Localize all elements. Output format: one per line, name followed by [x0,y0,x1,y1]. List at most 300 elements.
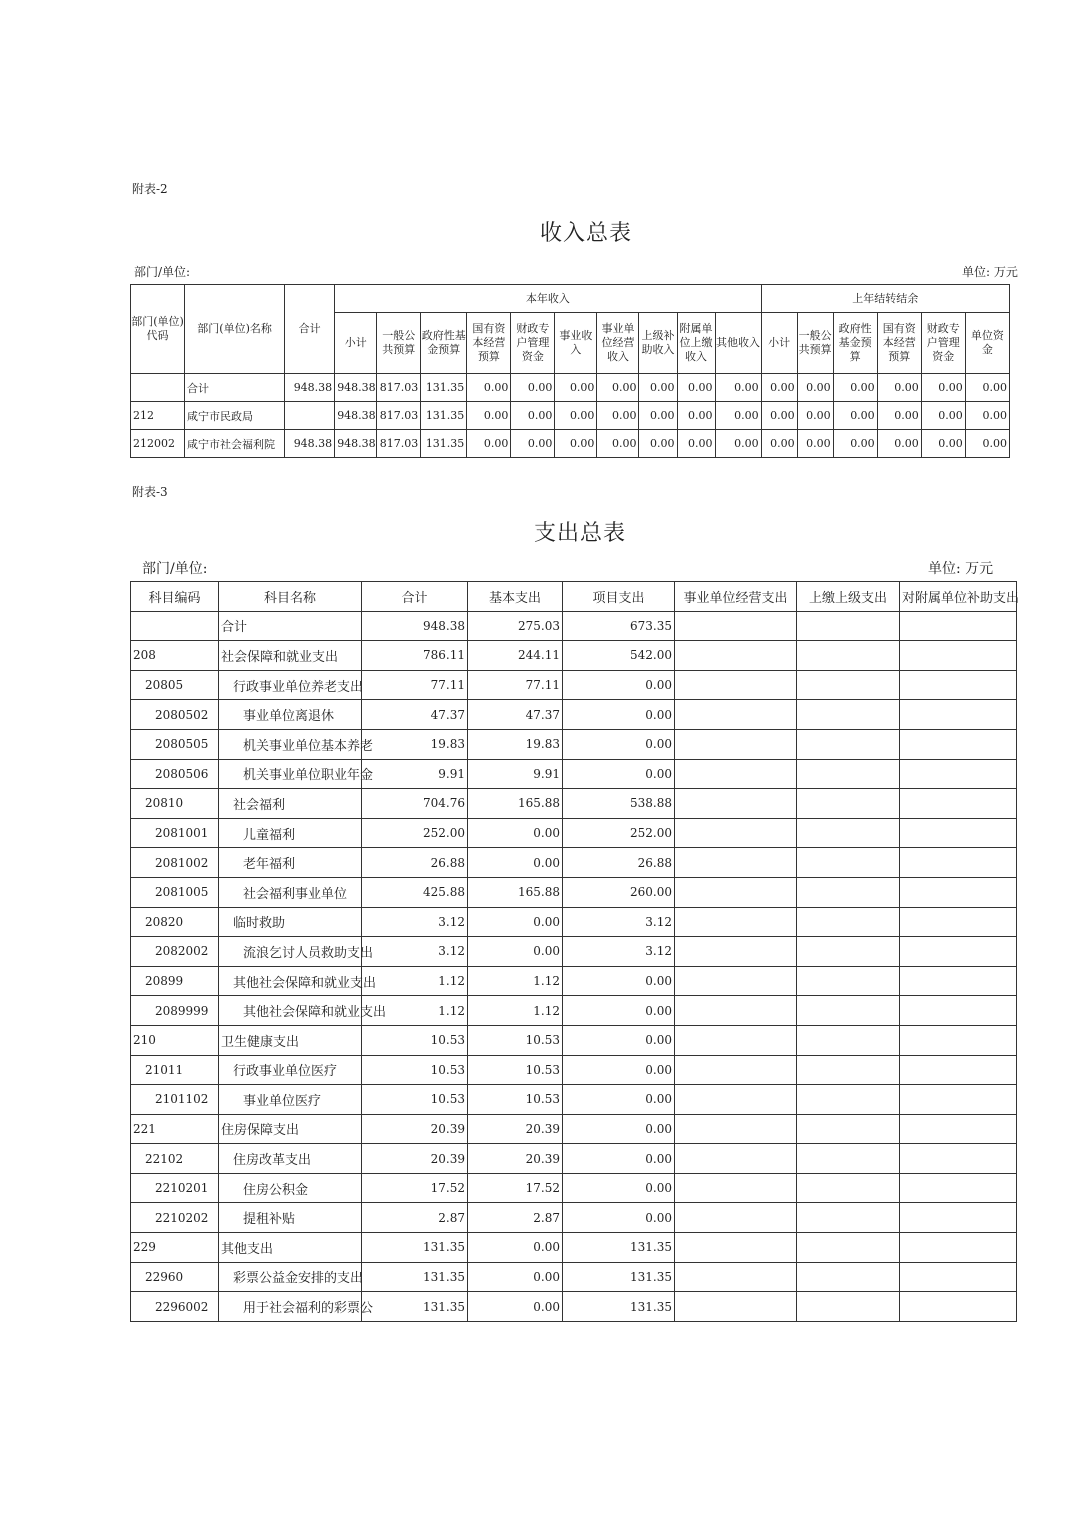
expense-row-total: 3.12 [362,907,468,937]
expense-row-name: 卫生健康支出 [219,1025,362,1055]
expense-row-subsidy [900,759,1017,789]
expense-row-name: 彩票公益金安排的支出 [219,1262,362,1292]
income-subheader: 单位资金 [965,313,1009,374]
expense-row-total: 10.53 [362,1055,468,1085]
income-table [130,284,1010,458]
income-row-value: 0.00 [511,402,555,430]
income-row-value: 0.00 [555,430,597,458]
expense-row-basic: 0.00 [468,1262,563,1292]
income-header-total: 合计 [285,285,335,374]
expense-header-cell: 科目名称 [219,582,362,612]
expense-row-business [675,1025,797,1055]
expense-row-business [675,1233,797,1263]
income-row-name: 咸宁市民政局 [185,402,285,430]
expense-row-subsidy [900,700,1017,730]
expense-row-total: 131.35 [362,1292,468,1322]
income-header-carryover: 上年结转结余 [761,285,1009,313]
income-row-value: 0.00 [715,374,761,402]
expense-row-subsidy [900,670,1017,700]
expense-header-cell: 上缴上级支出 [797,582,900,612]
expense-row-subsidy [900,641,1017,671]
income-subheader: 上级补助收入 [639,313,677,374]
expense-row-project: 0.00 [563,1055,675,1085]
expense-row-name: 其他社会保障和就业支出 [219,996,362,1026]
expense-row-project: 0.00 [563,759,675,789]
expense-row-subsidy [900,1085,1017,1115]
expense-row-project: 0.00 [563,966,675,996]
expense-row-business [675,937,797,967]
expense-row-business [675,1055,797,1085]
expense-row-business [675,729,797,759]
income-row-value: 131.35 [421,430,467,458]
income-row-name: 合计 [185,374,285,402]
income-row-value: 0.00 [677,374,715,402]
expense-row-remit [797,818,900,848]
expense-table-row [131,759,1017,789]
expense-row-remit [797,1262,900,1292]
expense-table-row [131,611,1017,641]
expense-row-subsidy [900,1144,1017,1174]
income-header-row-1 [131,285,1010,313]
expense-row-business [675,1173,797,1203]
income-table-row [131,430,1010,458]
expense-row-basic: 0.00 [468,937,563,967]
expense-header-cell: 事业单位经营支出 [675,582,797,612]
expense-row-name: 事业单位医疗 [219,1085,362,1115]
expense-table-row [131,1055,1017,1085]
expense-table-row [131,1173,1017,1203]
expense-table-row [131,818,1017,848]
expense-row-remit [797,700,900,730]
income-row-total: 948.38 [285,430,335,458]
expense-row-business [675,966,797,996]
expense-row-project: 131.35 [563,1233,675,1263]
expense-row-subsidy [900,1055,1017,1085]
expense-row-project: 0.00 [563,670,675,700]
expense-row-total: 10.53 [362,1025,468,1055]
income-subheader: 其他收入 [715,313,761,374]
income-header-current-year: 本年收入 [335,285,761,313]
expense-row-name: 事业单位离退休 [219,700,362,730]
expense-row-total: 10.53 [362,1085,468,1115]
expense-row-remit [797,1144,900,1174]
income-subheader: 一般公共预算 [797,313,833,374]
income-header-code: 部门(单位)代码 [131,285,185,374]
income-row-value: 0.00 [555,402,597,430]
expense-row-project: 0.00 [563,729,675,759]
expense-row-code: 2082002 [131,937,219,967]
income-unit-label: 单位: 万元 [962,265,1018,279]
expense-row-code: 22960 [131,1262,219,1292]
expense-row-remit [797,848,900,878]
income-row-total [285,402,335,430]
expense-row-name: 住房改革支出 [219,1144,362,1174]
income-row-value: 0.00 [511,430,555,458]
income-row-value: 0.00 [467,374,511,402]
expense-table-row [131,1114,1017,1144]
expense-row-business [675,1144,797,1174]
expense-table-row [131,966,1017,996]
income-subheader: 事业收入 [555,313,597,374]
income-subheader: 国有资本经营预算 [467,313,511,374]
expense-row-total: 786.11 [362,641,468,671]
expense-row-total: 131.35 [362,1262,468,1292]
expense-row-name: 住房公积金 [219,1173,362,1203]
expense-row-business [675,1114,797,1144]
expense-row-subsidy [900,611,1017,641]
expense-row-code: 21011 [131,1055,219,1085]
income-row-value: 0.00 [833,402,877,430]
expense-row-basic: 20.39 [468,1144,563,1174]
expense-row-project: 0.00 [563,1144,675,1174]
income-subheader: 财政专户管理资金 [511,313,555,374]
expense-row-basic: 10.53 [468,1055,563,1085]
income-row-value: 0.00 [965,402,1009,430]
expense-row-name: 儿童福利 [219,818,362,848]
expense-row-name: 提租补贴 [219,1203,362,1233]
expense-row-remit [797,1173,900,1203]
expense-row-code: 20810 [131,789,219,819]
income-row-value: 817.03 [377,374,421,402]
expense-row-code: 2081005 [131,877,219,907]
expense-row-basic: 17.52 [468,1173,563,1203]
expense-table-row [131,1233,1017,1263]
income-row-code [131,374,185,402]
expense-row-name: 机关事业单位职业年金 [219,759,362,789]
income-title: 收入总表 [540,221,633,246]
expense-row-project: 0.00 [563,1203,675,1233]
expense-header-cell: 基本支出 [468,582,563,612]
income-row-value: 0.00 [597,374,639,402]
income-row-value: 131.35 [421,374,467,402]
expense-row-code: 2101102 [131,1085,219,1115]
expense-row-remit [797,611,900,641]
expense-dept-label: 部门/单位: [142,561,208,577]
income-table-row [131,374,1010,402]
expense-row-remit [797,759,900,789]
expense-table-row [131,789,1017,819]
income-subheader: 政府性基金预算 [833,313,877,374]
expense-table-row [131,937,1017,967]
income-row-value: 0.00 [597,402,639,430]
expense-row-name: 社会保障和就业支出 [219,641,362,671]
expense-row-code: 2080506 [131,759,219,789]
expense-row-name: 社会福利事业单位 [219,877,362,907]
expense-row-business [675,996,797,1026]
expense-row-business [675,670,797,700]
expense-row-name: 机关事业单位基本养老 [219,729,362,759]
expense-row-total: 17.52 [362,1173,468,1203]
expense-row-subsidy [900,1292,1017,1322]
income-dept-label: 部门/单位: [134,265,191,279]
income-row-value: 0.00 [511,374,555,402]
expense-row-remit [797,1203,900,1233]
expense-row-name: 临时救助 [219,907,362,937]
expense-row-subsidy [900,848,1017,878]
expense-row-basic: 9.91 [468,759,563,789]
expense-header-cell: 对附属单位补助支出 [900,582,1017,612]
expense-table-row [131,907,1017,937]
expense-header-cell: 合计 [362,582,468,612]
expense-row-remit [797,729,900,759]
income-row-value: 0.00 [965,374,1009,402]
income-row-value: 817.03 [377,430,421,458]
expense-row-basic: 0.00 [468,818,563,848]
income-row-value: 0.00 [797,374,833,402]
income-row-value: 948.38 [335,402,377,430]
expense-table-row [131,1292,1017,1322]
expense-row-code: 2080502 [131,700,219,730]
expense-table-row [131,670,1017,700]
expense-row-total: 131.35 [362,1233,468,1263]
expense-row-business [675,641,797,671]
expense-row-code: 20820 [131,907,219,937]
expense-row-subsidy [900,789,1017,819]
expense-row-code: 2081002 [131,848,219,878]
expense-row-remit [797,1114,900,1144]
expense-row-subsidy [900,1114,1017,1144]
expense-row-total: 425.88 [362,877,468,907]
expense-row-remit [797,641,900,671]
expense-row-name: 合计 [219,611,362,641]
expense-row-subsidy [900,937,1017,967]
expense-row-project: 0.00 [563,1114,675,1144]
expense-row-business [675,1085,797,1115]
expense-row-basic: 0.00 [468,1233,563,1263]
expense-table-row [131,877,1017,907]
income-row-value: 0.00 [833,430,877,458]
expense-row-code: 208 [131,641,219,671]
income-subheader: 国有资本经营预算 [877,313,921,374]
expense-row-name: 其他社会保障和就业支出 [219,966,362,996]
expense-row-business [675,818,797,848]
income-row-value: 0.00 [833,374,877,402]
expense-row-project: 131.35 [563,1262,675,1292]
income-row-value: 0.00 [639,430,677,458]
expense-row-code: 22102 [131,1144,219,1174]
expense-header-row [131,582,1017,612]
income-row-value: 0.00 [467,430,511,458]
expense-row-name: 老年福利 [219,848,362,878]
income-row-value: 817.03 [377,402,421,430]
income-row-code: 212 [131,402,185,430]
expense-row-project: 0.00 [563,1085,675,1115]
income-subheader: 事业单位经营收入 [597,313,639,374]
expense-row-basic: 47.37 [468,700,563,730]
expense-row-project: 0.00 [563,1025,675,1055]
income-subheader: 小计 [761,313,797,374]
income-row-code: 212002 [131,430,185,458]
expense-row-business [675,700,797,730]
income-row-value: 0.00 [761,430,797,458]
expense-table [130,581,1020,1322]
expense-row-total: 1.12 [362,996,468,1026]
expense-row-remit [797,996,900,1026]
expense-table-row [131,1262,1017,1292]
expense-row-total: 20.39 [362,1144,468,1174]
income-row-value: 0.00 [877,430,921,458]
income-row-value: 0.00 [921,430,965,458]
expense-row-total: 3.12 [362,937,468,967]
expense-row-basic: 20.39 [468,1114,563,1144]
expense-table-row [131,1085,1017,1115]
expense-row-subsidy [900,1025,1017,1055]
income-row-value: 0.00 [597,430,639,458]
expense-row-total: 20.39 [362,1114,468,1144]
expense-row-remit [797,1292,900,1322]
expense-appendix-label: 附表-3 [132,485,168,499]
expense-row-subsidy [900,877,1017,907]
expense-unit-label: 单位: 万元 [928,561,994,577]
expense-row-name: 社会福利 [219,789,362,819]
expense-row-subsidy [900,729,1017,759]
expense-table-row [131,848,1017,878]
expense-row-project: 260.00 [563,877,675,907]
expense-row-code [131,611,219,641]
income-appendix-label: 附表-2 [132,182,168,196]
income-subheader: 一般公共预算 [377,313,421,374]
expense-row-remit [797,789,900,819]
expense-row-subsidy [900,966,1017,996]
expense-row-project: 673.35 [563,611,675,641]
expense-row-remit [797,1233,900,1263]
expense-row-project: 26.88 [563,848,675,878]
expense-row-basic: 0.00 [468,907,563,937]
expense-row-code: 20805 [131,670,219,700]
expense-row-project: 252.00 [563,818,675,848]
expense-row-basic: 0.00 [468,848,563,878]
expense-row-code: 2080505 [131,729,219,759]
expense-row-code: 2089999 [131,996,219,1026]
expense-row-remit [797,937,900,967]
expense-table-row [131,1025,1017,1055]
expense-row-name: 流浪乞讨人员救助支出 [219,937,362,967]
expense-row-subsidy [900,1173,1017,1203]
expense-row-total: 704.76 [362,789,468,819]
income-row-value: 0.00 [715,402,761,430]
expense-table-row [131,1144,1017,1174]
income-row-name: 咸宁市社会福利院 [185,430,285,458]
expense-row-basic: 77.11 [468,670,563,700]
expense-row-subsidy [900,1233,1017,1263]
income-row-value: 0.00 [761,402,797,430]
expense-row-remit [797,1085,900,1115]
expense-row-total: 948.38 [362,611,468,641]
expense-row-basic: 0.00 [468,1292,563,1322]
income-row-value: 131.35 [421,402,467,430]
expense-row-basic: 165.88 [468,789,563,819]
expense-row-project: 0.00 [563,700,675,730]
income-row-value: 0.00 [677,402,715,430]
income-row-value: 0.00 [761,374,797,402]
expense-row-subsidy [900,907,1017,937]
expense-row-total: 2.87 [362,1203,468,1233]
expense-row-name: 行政事业单位养老支出 [219,670,362,700]
expense-row-subsidy [900,996,1017,1026]
expense-row-project: 538.88 [563,789,675,819]
expense-row-code: 2296002 [131,1292,219,1322]
income-row-value: 0.00 [555,374,597,402]
expense-row-basic: 10.53 [468,1085,563,1115]
expense-row-code: 2081001 [131,818,219,848]
expense-row-project: 3.12 [563,937,675,967]
expense-row-remit [797,1025,900,1055]
expense-row-total: 47.37 [362,700,468,730]
expense-header-cell: 科目编码 [131,582,219,612]
expense-row-basic: 165.88 [468,877,563,907]
expense-row-business [675,789,797,819]
expense-row-business [675,759,797,789]
expense-row-total: 252.00 [362,818,468,848]
expense-row-code: 221 [131,1114,219,1144]
expense-row-basic: 275.03 [468,611,563,641]
income-row-value: 0.00 [877,374,921,402]
expense-table-row [131,1203,1017,1233]
expense-row-remit [797,877,900,907]
expense-row-total: 9.91 [362,759,468,789]
income-subheader: 附属单位上缴收入 [677,313,715,374]
expense-row-business [675,877,797,907]
expense-row-subsidy [900,1203,1017,1233]
expense-row-business [675,1203,797,1233]
income-row-total: 948.38 [285,374,335,402]
expense-row-project: 131.35 [563,1292,675,1322]
income-row-value: 0.00 [965,430,1009,458]
income-row-value: 948.38 [335,430,377,458]
expense-row-code: 2210201 [131,1173,219,1203]
income-row-value: 0.00 [797,430,833,458]
expense-row-basic: 244.11 [468,641,563,671]
income-row-value: 0.00 [715,430,761,458]
expense-row-basic: 1.12 [468,966,563,996]
expense-table-row [131,641,1017,671]
expense-row-project: 0.00 [563,1173,675,1203]
expense-table-row [131,996,1017,1026]
expense-row-name: 用于社会福利的彩票公 [219,1292,362,1322]
income-subheader: 政府性基金预算 [421,313,467,374]
income-row-value: 0.00 [677,430,715,458]
expense-row-remit [797,670,900,700]
expense-row-code: 2210202 [131,1203,219,1233]
expense-table-row [131,700,1017,730]
expense-row-total: 19.83 [362,729,468,759]
expense-row-project: 0.00 [563,996,675,1026]
income-row-value: 0.00 [639,374,677,402]
income-row-value: 0.00 [921,374,965,402]
income-header-name: 部门(单位)名称 [185,285,285,374]
expense-title: 支出总表 [534,521,627,546]
expense-table-row [131,729,1017,759]
expense-row-code: 210 [131,1025,219,1055]
expense-row-code: 20899 [131,966,219,996]
expense-row-remit [797,966,900,996]
expense-row-basic: 1.12 [468,996,563,1026]
income-table-row [131,402,1010,430]
expense-row-code: 229 [131,1233,219,1263]
expense-row-basic: 10.53 [468,1025,563,1055]
expense-row-subsidy [900,818,1017,848]
expense-header-cell: 项目支出 [563,582,675,612]
expense-row-business [675,611,797,641]
expense-row-name: 行政事业单位医疗 [219,1055,362,1085]
income-row-value: 0.00 [467,402,511,430]
expense-row-name: 其他支出 [219,1233,362,1263]
expense-row-total: 1.12 [362,966,468,996]
income-row-value: 0.00 [797,402,833,430]
expense-row-basic: 19.83 [468,729,563,759]
income-row-value: 0.00 [921,402,965,430]
expense-row-remit [797,1055,900,1085]
